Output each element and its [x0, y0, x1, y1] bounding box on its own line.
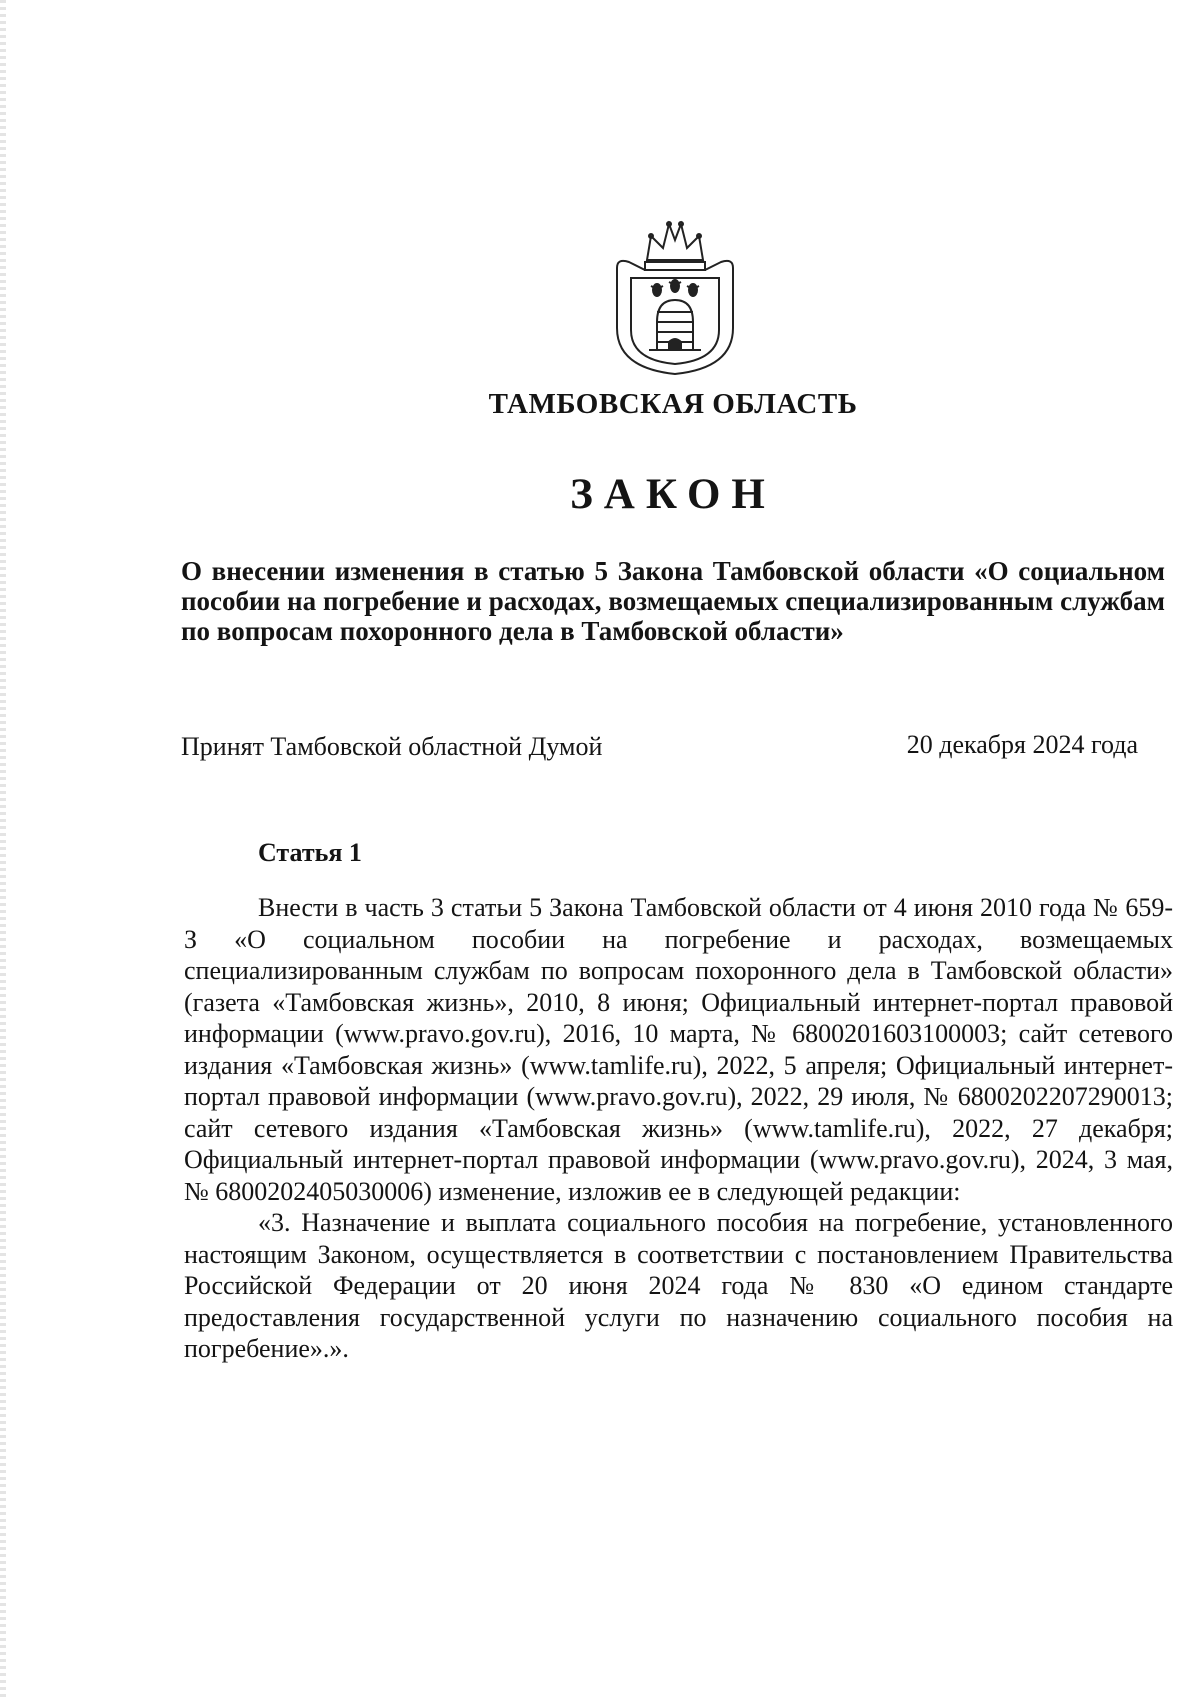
law-subject: О внесении изменения в статью 5 Закона Тамбовской области «О социальном пособии на погребение и расходах, возмещаемых специализированным службам по вопросам похоронного дела в Тамбовской области»: [181, 556, 1165, 646]
article-paragraph: Внести в часть 3 статьи 5 Закона Тамбовской области от 4 июня 2010 года № 659-З «О социальном пособии на погребение и расходах, возмещаемых специализированным службам по вопросам похоронного дела в Тамбовской области» (газета «Тамбовская жизнь», 2010, 8 июня; Официальный интернет-портал правовой информации (www.pravo.gov.ru), 2016, 10 марта, № 6800201603100003; сайт сетевого издания «Тамбовская жизнь» (www.tamlife.ru), 2022, 5 апреля; Официальный интернет-портал правовой информации (www.pravo.gov.ru), 2022, 29 июля, № 6800202207290013; сайт сетевого издания «Тамбовская жизнь» (www.tamlife.ru), 2022, 27 декабря; Официальный интернет-портал правовой информации (www.pravo.gov.ru), 2024, 3 мая, № 6800202405030006) изменение, изложив ее в следующей редакции:: [184, 893, 1173, 1206]
article-paragraph: «3. Назначение и выплата социального пособия на погребение, установленного настоящим Законом, осуществляется в соответствии с постановлением Правительства Российской Федерации от 20 июня 2024 года № 830 «О едином стандарте предоставления государственной услуги по назначению социального пособия на погребение».».: [184, 1208, 1173, 1363]
adoption-date: 20 декабря 2024 года: [906, 730, 1138, 759]
article-heading: Статья 1: [258, 838, 362, 867]
scan-edge-artifact: [0, 0, 6, 1697]
tambov-coat-of-arms-icon: [609, 218, 741, 376]
adoption-statement: Принят Тамбовской областной Думой: [181, 732, 603, 761]
document-type-title: ЗАКОН: [570, 471, 776, 518]
region-title: ТАМБОВСКАЯ ОБЛАСТЬ: [488, 388, 858, 420]
article-body: [184, 892, 1173, 1365]
